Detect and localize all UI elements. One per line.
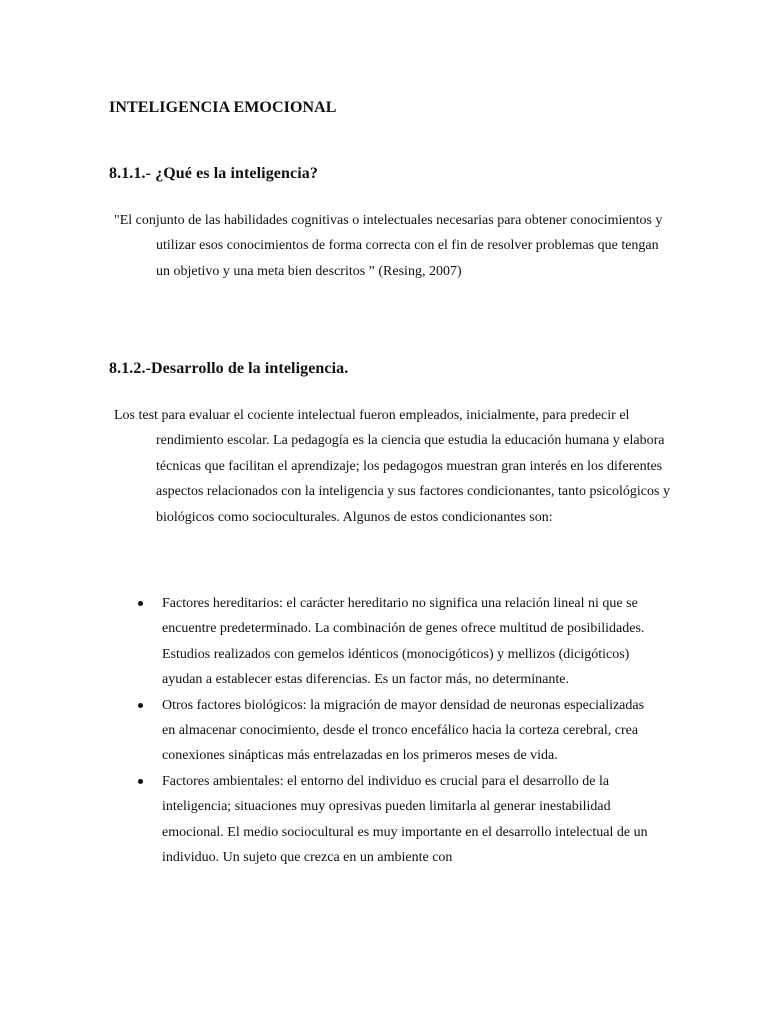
list-item [136,591,658,693]
development-paragraph: Los test para evaluar el cociente intelectual fueron empleados, inicialmente, para predecir el rendimiento escolar. La pedagogía es la ciencia que estudia la educación humana y elabora técnicas que facilitan el aprendizaje; los pedagogos muestran gran interés en los diferentes aspectos relacionados con la inteligencia y sus factores condicionantes, tanto psicológicos y biológicos como socioculturales. Algunos de estos condicionantes son: [114,408,670,525]
section-heading-what-is-intelligence: 8.1.1.- ¿Qué es la inteligencia? [109,165,318,182]
list-item [136,769,658,871]
list-item-text: Factores ambientales: el entorno del individuo es crucial para el desarrollo de la inteligencia; situaciones muy opresivas pueden limitarla al generar inestabilidad emocional. El medio sociocultural es muy importante en el desarrollo intelectual de un individuo. Un sujeto que crezca en un ambiente con [162,773,648,866]
document-title: INTELIGENCIA EMOCIONAL [109,99,337,116]
definition-quote: "El conjunto de las habilidades cognitivas o intelectuales necesarias para obtener conocimientos y utilizar esos conocimientos de forma correcta con el fin de resolver problemas que tengan un objetivo y una meta bien descritos ” (Resing, 2007) [114,213,663,279]
bullet-icon [138,703,143,708]
bullet-icon [138,779,143,784]
section-heading-development: 8.1.2.-Desarrollo de la inteligencia. [109,360,349,377]
list-item [136,693,658,769]
bullet-icon [138,601,143,606]
list-item-text: Otros factores biológicos: la migración de mayor densidad de neuronas especializadas en almacenar conocimiento, desde el tronco encefálico hacia la corteza cerebral, crea conexiones sinápticas más entrelazadas en los primeros meses de vida. [162,697,645,764]
conditioning-factors-list [136,591,658,870]
list-item-text: Factores hereditarios: el carácter hereditario no significa una relación lineal ni que se encuentre predeterminado. La combinación de genes ofrece multitud de posibilidades. Estudios realizados con gemelos idénticos (monocigóticos) y mellizos (dicigóticos) ayudan a establecer estas diferencias. Es un factor más, no determinante. [162,596,645,688]
